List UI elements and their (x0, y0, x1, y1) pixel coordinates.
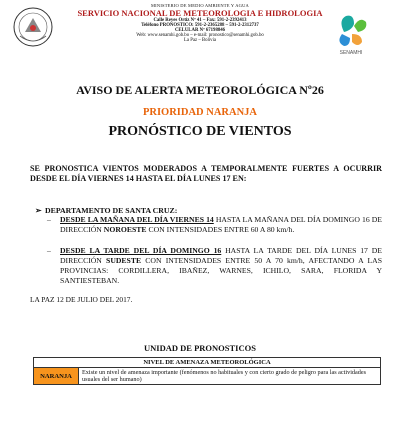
dash-bullet-icon: – (47, 215, 51, 224)
ministry-seal (12, 6, 54, 50)
header-block (70, 4, 330, 43)
web-contact: Web: www.senamhi.gob.bo – e-mail: pronostico@senamhi.gob.bo (136, 32, 264, 38)
item-text: CON INTENSIDADES ENTRE 60 A 80 km/h. (146, 225, 295, 234)
cell-number: CELULAR Nº 67198846 (174, 27, 226, 33)
item-text: HASTA LA TARDE DEL DÍA LUNES 17 DE DIRECCIÓN (60, 246, 382, 265)
intro-paragraph: SE PRONOSTICA VIENTOS MODERADOS A TEMPORALMENTE FUERTES A OCURRIR DESDE EL DÍA VIERNES 14 HASTA EL DÍA LUNES 17 EN: (30, 164, 382, 184)
dash-bullet-icon: – (47, 246, 51, 255)
senamhi-logo (328, 12, 374, 56)
item-lead: DESDE LA MAÑANA DEL DÍA VIERNES 14 (60, 215, 214, 224)
department-label: DEPARTAMENTO DE SANTA CRUZ: (45, 206, 178, 215)
forecast-item (47, 246, 382, 286)
threat-level-table (33, 357, 381, 385)
item-text: CON INTENSIDADES ENTRE 50 A 70 km/h, AFECTANDO A LAS PROVINCIAS: CORDILLERA, IBAÑEZ, WARNES, ICHILO, SARA, FLORIDA Y SANTIESTEBAN. (60, 256, 382, 285)
logo-wordmark: SENAMHI (339, 50, 363, 56)
phones: Teléfono PRONOSTICO: 591-2-2365288 – 591-2-2312737 (141, 22, 259, 28)
table-header: NIVEL DE AMENAZA METEOROLÓGICA (34, 358, 381, 368)
forecast-item (47, 215, 382, 235)
arrow-bullet-icon: ➢ (35, 206, 42, 215)
unit-label: UNIDAD DE PRONOSTICOS (144, 343, 256, 353)
item-direction: NOROESTE (103, 225, 147, 234)
forecast-subject: PRONÓSTICO DE VIENTOS (108, 124, 292, 139)
department-heading (35, 206, 177, 215)
item-direction: SUDESTE (106, 256, 142, 265)
level-badge: NARANJA (34, 368, 79, 385)
item-lead: DESDE LA TARDE DEL DÍA DOMINGO 16 (60, 246, 222, 255)
item-text: HASTA LA MAÑANA DEL DÍA DOMINGO 16 DE DIRECCIÓN (60, 215, 382, 234)
service-name: SERVICIO NACIONAL DE METEOROLOGIA E HIDROLOGIA (77, 7, 323, 18)
notice-title: AVISO DE ALERTA METEOROLÓGICA Nº26 (76, 83, 324, 97)
city: La Paz – Bolivia (183, 37, 217, 43)
priority-label: PRIORIDAD NARANJA (142, 107, 258, 118)
ministry-name: MINISTERIO DE MEDIO AMBIENTE Y AGUA (150, 3, 250, 8)
address: Calle Reyes Ortiz Nº 41 – Fax: 591-2-2392413 (153, 17, 247, 23)
level-description: Existe un nivel de amenaza importante (fenómenos no habituales y con cierto grado de peligro para las actividades usuales del ser humano) (79, 368, 381, 385)
issue-date: LA PAZ 12 DE JULIO DEL 2017. (30, 295, 133, 304)
